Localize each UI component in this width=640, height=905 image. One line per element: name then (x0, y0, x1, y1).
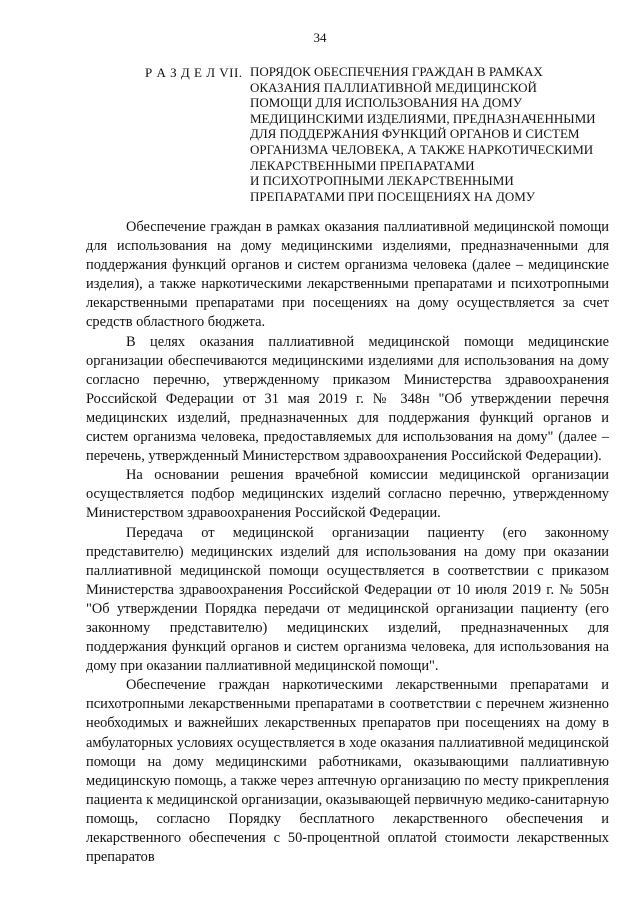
document-body (86, 218, 609, 867)
section-title-line: И ПСИХОТРОПНЫМИ ЛЕКАРСТВЕННЫМИ (250, 173, 514, 189)
section-title-line: ЛЕКАРСТВЕННЫМИ ПРЕПАРАТАМИ (250, 157, 475, 173)
section-title-line: ДЛЯ ПОДДЕРЖАНИЯ ФУНКЦИЙ ОРГАНОВ И СИСТЕМ (250, 126, 580, 142)
paragraph: В целях оказания паллиативной медицинской помощи медицинские организации обеспечиваются медицинскими изделиями для использования на дому согласно перечню, утвержденному приказом Министерства здравоохранения Российской Федерации от 31 мая 2019 г. № 348н "Об утверждении перечня медицинских изделий, предназначенных для поддержания функций органов и систем организма человека, предоставляемых для использования на дому" (далее – перечень, утвержденный Министерством здравоохранения Российской Федерации). (86, 333, 609, 465)
section-title-line: ПРЕПАРАТАМИ ПРИ ПОСЕЩЕНИЯХ НА ДОМУ (250, 188, 536, 204)
section-title-line: ПОРЯДОК ОБЕСПЕЧЕНИЯ ГРАЖДАН В РАМКАХ (250, 64, 543, 79)
section-title (250, 64, 610, 204)
section-label: Р А З Д Е Л VII. (145, 65, 243, 80)
section-title-line: ОРГАНИЗМА ЧЕЛОВЕКА, А ТАКЖЕ НАРКОТИЧЕСКИМИ (250, 141, 594, 157)
section-title-line: ПОМОЩИ ДЛЯ ИСПОЛЬЗОВАНИЯ НА ДОМУ (250, 95, 522, 111)
section-title-line: ОКАЗАНИЯ ПАЛЛИАТИВНОЙ МЕДИЦИНСКОЙ (250, 79, 537, 95)
paragraph: Обеспечение граждан наркотическими лекарственными препаратами и психотропными лекарственными препаратами в соответствии с перечнем жизненно необходимых и важнейших лекарственных препаратов при посещениях на дому в амбулаторных условиях осуществляется в ходе оказания паллиативной медицинской помощи на дому медицинскими работниками, оказывающими паллиативную медицинскую помощь, а также через аптечную организацию по месту прикрепления пациента к медицинской организации, оказывающей первичную медико-санитарную помощь, согласно Порядку бесплатного лекарственного обеспечения и лекарственного обеспечения с 50-процентной оплатой стоимости лекарственных препаратов (86, 677, 609, 866)
page-number: 34 (313, 30, 327, 45)
section-title-line: МЕДИЦИНСКИМИ ИЗДЕЛИЯМИ, ПРЕДНАЗНАЧЕННЫМИ (250, 110, 596, 126)
paragraph: Обеспечение граждан в рамках оказания паллиативной медицинской помощи для использования на дому медицинскими изделиями, предназначенными для поддержания функций органов и систем организма человека (далее – медицинские изделия), а также наркотическими лекарственными препаратами и психотропными лекарственными препаратами при посещениях на дому осуществляется за счет средств областного бюджета. (86, 219, 609, 331)
paragraph: Передача от медицинской организации пациенту (его законному представителю) медицинских изделий для использования на дому при оказании паллиативной медицинской помощи осуществляется в соответствии с приказом Министерства здравоохранения Российской Федерации от 10 июля 2019 г. № 505н "Об утверждении Порядка передачи от медицинской организации пациенту (его законному представителю) медицинских изделий, предназначенных для поддержания функций органов и систем организма человека, для использования на дому при оказании паллиативной медицинской помощи". (86, 524, 609, 675)
paragraph: На основании решения врачебной комиссии медицинской организации осуществляется подбор медицинских изделий согласно перечню, утвержденному Министерством здравоохранения Российской Федерации. (86, 467, 609, 522)
